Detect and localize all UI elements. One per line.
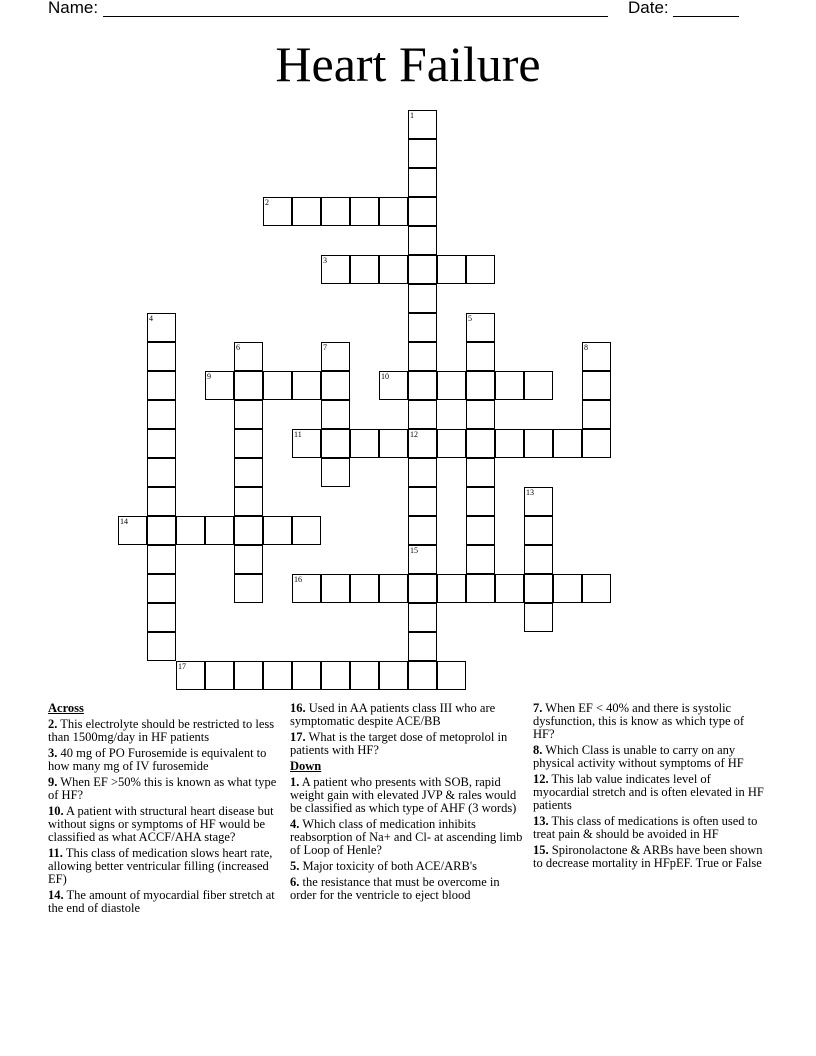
clue-number: 5: [468, 314, 472, 323]
grid-cell[interactable]: [321, 661, 350, 690]
grid-cell[interactable]: [321, 197, 350, 226]
grid-cell[interactable]: [234, 574, 263, 603]
clue-item: [290, 876, 526, 902]
grid-cell[interactable]: [495, 429, 524, 458]
grid-cell[interactable]: [321, 429, 350, 458]
clue-item: [48, 805, 280, 844]
grid-cell[interactable]: [437, 371, 466, 400]
grid-cell[interactable]: [466, 516, 495, 545]
grid-cell[interactable]: [466, 255, 495, 284]
grid-cell[interactable]: [205, 371, 234, 400]
grid-cell[interactable]: [524, 429, 553, 458]
grid-cell[interactable]: [408, 226, 437, 255]
grid-cell[interactable]: [408, 429, 437, 458]
grid-cell[interactable]: [379, 197, 408, 226]
grid-cell[interactable]: [379, 661, 408, 690]
clue-heading: Down: [290, 759, 322, 773]
clue-item-text: When EF >50% this is known as what type of HF?: [48, 775, 277, 802]
grid-cell[interactable]: [263, 516, 292, 545]
clue-number: 10: [381, 372, 389, 381]
grid-cell[interactable]: [263, 661, 292, 690]
grid-cell[interactable]: [234, 661, 263, 690]
grid-cell[interactable]: [321, 400, 350, 429]
grid-cell[interactable]: [147, 458, 176, 487]
grid-cell[interactable]: [234, 487, 263, 516]
grid-cell[interactable]: [147, 400, 176, 429]
grid-cell[interactable]: [147, 342, 176, 371]
clues-column-1: [48, 702, 280, 918]
name-label: Name:: [48, 0, 99, 17]
grid-cell[interactable]: [524, 603, 553, 632]
grid-cell[interactable]: [524, 487, 553, 516]
grid-cell[interactable]: [437, 255, 466, 284]
clue-item-number: 8.: [533, 743, 543, 757]
clues-column-2: [290, 702, 526, 905]
grid-cell[interactable]: [176, 661, 205, 690]
grid-cell[interactable]: [379, 429, 408, 458]
clue-item: [290, 776, 526, 815]
grid-cell[interactable]: [524, 371, 553, 400]
clue-item-text: the resistance that must be overcome in order for the ventricle to eject blood: [290, 875, 500, 902]
clue-number: 12: [410, 430, 418, 439]
clue-item: [290, 731, 526, 757]
clue-number: 3: [323, 256, 327, 265]
grid-cell[interactable]: [321, 342, 350, 371]
grid-cell[interactable]: [263, 197, 292, 226]
clue-item: [533, 744, 765, 770]
clue-number: 9: [207, 372, 211, 381]
clue-number: 7: [323, 343, 327, 352]
clue-item-number: 7.: [533, 701, 543, 715]
grid-cell[interactable]: [408, 284, 437, 313]
clue-item: [48, 776, 280, 802]
grid-cell[interactable]: [408, 400, 437, 429]
page-title: Heart Failure: [275, 36, 541, 92]
grid-cell[interactable]: [379, 255, 408, 284]
grid-cell[interactable]: [466, 342, 495, 371]
clue-item-number: 15.: [533, 843, 549, 857]
clue-item: [48, 847, 280, 886]
clue-item: [533, 815, 765, 841]
clue-item: [533, 773, 765, 812]
clue-number: 6: [236, 343, 240, 352]
grid-cell[interactable]: [321, 255, 350, 284]
grid-cell[interactable]: [234, 458, 263, 487]
clue-number: 15: [410, 546, 418, 555]
clue-item: [290, 702, 526, 728]
clue-heading: Across: [48, 701, 84, 715]
grid-cell[interactable]: [408, 487, 437, 516]
clue-number: 16: [294, 575, 302, 584]
grid-cell[interactable]: [379, 371, 408, 400]
grid-cell[interactable]: [524, 574, 553, 603]
clue-number: 13: [526, 488, 534, 497]
grid-cell[interactable]: [263, 371, 292, 400]
clue-item-number: 14.: [48, 888, 64, 902]
grid-cell[interactable]: [292, 516, 321, 545]
clue-item-text: When EF < 40% and there is systolic dysfunction, this is know as which type of HF?: [533, 701, 745, 741]
clue-item: [533, 702, 765, 741]
grid-cell[interactable]: [524, 545, 553, 574]
grid-cell[interactable]: [147, 574, 176, 603]
grid-cell[interactable]: [466, 429, 495, 458]
clue-number: 1: [410, 111, 414, 120]
grid-cell[interactable]: [292, 429, 321, 458]
clue-item-text: Used in AA patients class III who are symptomatic despite ACE/BB: [290, 701, 496, 728]
clues-column-3: [533, 702, 765, 873]
clue-number: 14: [120, 517, 128, 526]
clue-item: [533, 844, 765, 870]
grid-cell[interactable]: [582, 574, 611, 603]
grid-cell[interactable]: [292, 574, 321, 603]
clue-item-number: 11.: [48, 846, 63, 860]
grid-cell[interactable]: [408, 313, 437, 342]
clue-item-text: Spironolactone & ARBs have been shown to decrease mortality in HFpEF. True or False: [533, 843, 763, 870]
grid-cell[interactable]: [466, 574, 495, 603]
clue-item-number: 6.: [290, 875, 300, 889]
grid-cell[interactable]: [234, 400, 263, 429]
grid-cell[interactable]: [321, 371, 350, 400]
grid-cell[interactable]: [321, 458, 350, 487]
clue-item-number: 9.: [48, 775, 58, 789]
grid-cell[interactable]: [408, 545, 437, 574]
clue-item: [48, 747, 280, 773]
clue-item-number: 13.: [533, 814, 549, 828]
grid-cell[interactable]: [495, 574, 524, 603]
clue-item-text: This class of medication slows heart rate, allowing better ventricular filling (increased EF): [48, 846, 273, 886]
grid-cell[interactable]: [234, 545, 263, 574]
grid-cell[interactable]: [292, 661, 321, 690]
grid-cell[interactable]: [321, 574, 350, 603]
grid-cell[interactable]: [582, 371, 611, 400]
grid-cell[interactable]: [147, 429, 176, 458]
grid-cell[interactable]: [234, 516, 263, 545]
clue-item-text: Which class of medication inhibits reabsorption of Na+ and Cl- at ascending limb of Loop of Henle?: [290, 817, 523, 857]
clue-item-number: 1.: [290, 775, 300, 789]
grid-cell[interactable]: [234, 371, 263, 400]
grid-cell[interactable]: [408, 632, 437, 661]
date-label: Date:: [628, 0, 669, 17]
grid-cell[interactable]: [408, 516, 437, 545]
clue-item-number: 10.: [48, 804, 64, 818]
grid-cell[interactable]: [582, 400, 611, 429]
grid-cell[interactable]: [408, 197, 437, 226]
grid-cell[interactable]: [408, 574, 437, 603]
clue-item-number: 17.: [290, 730, 306, 744]
grid-cell[interactable]: [350, 661, 379, 690]
grid-cell[interactable]: [524, 516, 553, 545]
clue-item-number: 5.: [290, 859, 300, 873]
grid-cell[interactable]: [350, 429, 379, 458]
grid-cell[interactable]: [408, 255, 437, 284]
clue-item-number: 4.: [290, 817, 300, 831]
grid-cell[interactable]: [437, 429, 466, 458]
clue-item: [48, 718, 280, 744]
clue-item-number: 16.: [290, 701, 306, 715]
grid-cell[interactable]: [408, 139, 437, 168]
grid-cell[interactable]: [205, 661, 234, 690]
grid-cell[interactable]: [466, 545, 495, 574]
clue-item-text: Which Class is unable to carry on any physical activity without symptoms of HF: [533, 743, 744, 770]
grid-cell[interactable]: [408, 168, 437, 197]
clue-item: [48, 889, 280, 915]
clue-number: 11: [294, 430, 302, 439]
grid-cell[interactable]: [466, 487, 495, 516]
grid-cell[interactable]: [147, 313, 176, 342]
clue-item-text: The amount of myocardial fiber stretch at the end of diastole: [48, 888, 275, 915]
grid-cell[interactable]: [176, 516, 205, 545]
clue-item-text: What is the target dose of metoprolol in patients with HF?: [290, 730, 508, 757]
grid-cell[interactable]: [582, 429, 611, 458]
grid-cell[interactable]: [408, 110, 437, 139]
grid-cell[interactable]: [350, 255, 379, 284]
grid-cell[interactable]: [205, 516, 234, 545]
clue-item-number: 3.: [48, 746, 58, 760]
clue-item-text: This electrolyte should be restricted to less than 1500mg/day in HF patients: [48, 717, 275, 744]
grid-cell[interactable]: [147, 545, 176, 574]
clue-item-text: A patient with structural heart disease but without signs or symptoms of HF would be classified as what ACCF/AHA stage?: [48, 804, 274, 844]
grid-cell[interactable]: [118, 516, 147, 545]
grid-cell[interactable]: [408, 661, 437, 690]
clue-item: [290, 860, 526, 873]
grid-cell[interactable]: [234, 429, 263, 458]
grid-cell[interactable]: [350, 197, 379, 226]
grid-cell[interactable]: [234, 342, 263, 371]
grid-cell[interactable]: [379, 574, 408, 603]
clue-item-text: A patient who presents with SOB, rapid weight gain with elevated JVP & rales would be classified as which type of AHF (3 words): [290, 775, 517, 815]
grid-cell[interactable]: [466, 458, 495, 487]
grid-cell[interactable]: [408, 603, 437, 632]
grid-cell[interactable]: [147, 487, 176, 516]
grid-cell[interactable]: [437, 661, 466, 690]
clue-item-text: This class of medications is often used to treat pain & should be avoided in HF: [533, 814, 758, 841]
grid-cell[interactable]: [292, 371, 321, 400]
grid-cell[interactable]: [582, 342, 611, 371]
clue-item-number: 12.: [533, 772, 549, 786]
grid-cell[interactable]: [553, 429, 582, 458]
grid-cell[interactable]: [292, 197, 321, 226]
clue-item-number: 2.: [48, 717, 58, 731]
grid-cell[interactable]: [147, 371, 176, 400]
grid-cell[interactable]: [408, 371, 437, 400]
grid-cell[interactable]: [437, 574, 466, 603]
grid-cell[interactable]: [147, 603, 176, 632]
clue-number: 4: [149, 314, 153, 323]
grid-cell[interactable]: [466, 371, 495, 400]
clue-number: 8: [584, 343, 588, 352]
clue-item-text: This lab value indicates level of myocardial stretch and is often elevated in HF patients: [533, 772, 764, 812]
grid-cell[interactable]: [408, 342, 437, 371]
grid-cell[interactable]: [495, 371, 524, 400]
clue-item: [290, 818, 526, 857]
grid-cell[interactable]: [466, 400, 495, 429]
grid-cell[interactable]: [147, 632, 176, 661]
clue-item-text: Major toxicity of both ACE/ARB's: [299, 859, 477, 873]
grid-cell[interactable]: [350, 574, 379, 603]
clue-number: 17: [178, 662, 186, 671]
grid-cell[interactable]: [466, 313, 495, 342]
clue-number: 2: [265, 198, 269, 207]
clue-item-text: 40 mg of PO Furosemide is equivalent to how many mg of IV furosemide: [48, 746, 267, 773]
grid-cell[interactable]: [147, 516, 176, 545]
grid-cell[interactable]: [408, 458, 437, 487]
grid-cell[interactable]: [553, 574, 582, 603]
